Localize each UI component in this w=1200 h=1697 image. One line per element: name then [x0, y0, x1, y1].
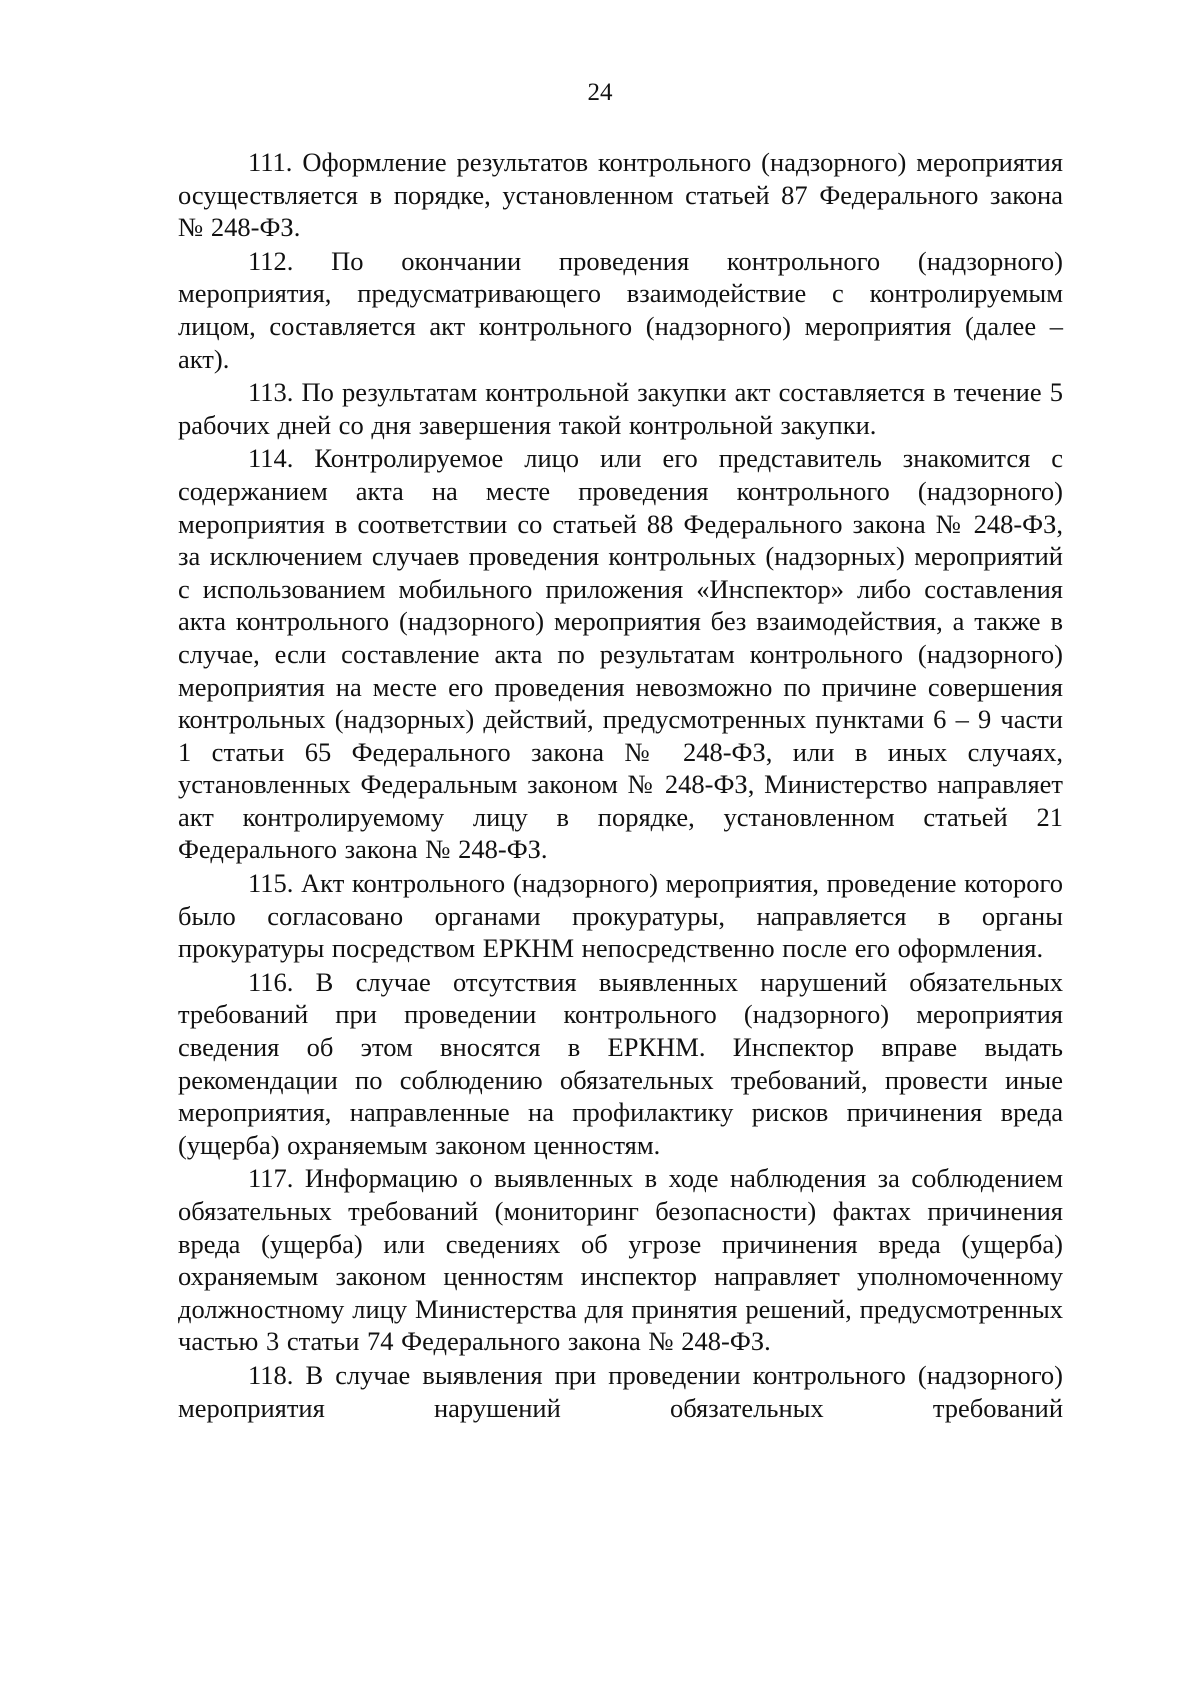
paragraph-114: 114. Контролируемое лицо или его представитель знакомится с содержанием акта на месте проведения контрольного (надзорного) мероприятия в соответствии со статьей 88 Федерального закона № 248-ФЗ, за исключением случаев проведения контрольных (надзорных) мероприятий с использованием мобильного приложения «Инспектор» либо составления акта контрольного (надзорного) мероприятия без взаимодействия, а также в случае, если составление акта по результатам контрольного (надзорного) мероприятия на месте его проведения невозможно по причине совершения контрольных (надзорных) действий, предусмотренных пунктами 6 – 9 части 1 статьи 65 Федерального закона № 248-ФЗ, или в иных случаях, установленных Федеральным законом № 248-ФЗ, Министерство направляет акт контролируемому лицу в порядке, установленном статьей 21 Федерального закона № 248-ФЗ.: [178, 443, 1063, 865]
paragraph-116: 116. В случае отсутствия выявленных нарушений обязательных требований при проведении контрольного (надзорного) мероприятия сведения об этом вносятся в ЕРКНМ. Инспектор вправе выдать рекомендации по соблюдению обязательных требований, провести иные мероприятия, направленные на профилактику рисков причинения вреда (ущерба) охраняемым законом ценностям.: [178, 966, 1063, 1160]
paragraph-117: 117. Информацию о выявленных в ходе наблюдения за соблюдением обязательных требований (мониторинг безопасности) фактах причинения вреда (ущерба) или сведениях об угрозе причинения вреда (ущерба) охраняемым законом ценностям инспектор направляет уполномоченному должностному лицу Министерства для принятия решений, предусмотренных частью 3 статьи 74 Федерального закона № 248-ФЗ.: [178, 1163, 1063, 1357]
document-body: [178, 146, 1063, 1425]
paragraph-112: 112. По окончании проведения контрольного (надзорного) мероприятия, предусматривающего взаимодействие с контролируемым лицом, составляется акт контрольного (надзорного) мероприятия (далее – акт).: [178, 245, 1063, 374]
paragraph-113: 113. По результатам контрольной закупки акт составляется в течение 5 рабочих дней со дня завершения такой контрольной закупки.: [178, 377, 1063, 440]
paragraph-111: 111. Оформление результатов контрольного (надзорного) мероприятия осуществляется в порядке, установленном статьей 87 Федерального закона № 248-ФЗ.: [178, 147, 1063, 243]
paragraph-118: 118. В случае выявления при проведении контрольного (надзорного) мероприятия нарушений обязательных требований: [178, 1359, 1063, 1423]
paragraph-115: 115. Акт контрольного (надзорного) мероприятия, проведение которого было согласовано органами прокуратуры, направляется в органы прокуратуры посредством ЕРКНМ непосредственно после его оформления.: [178, 868, 1063, 964]
page-number: 24: [587, 79, 613, 106]
